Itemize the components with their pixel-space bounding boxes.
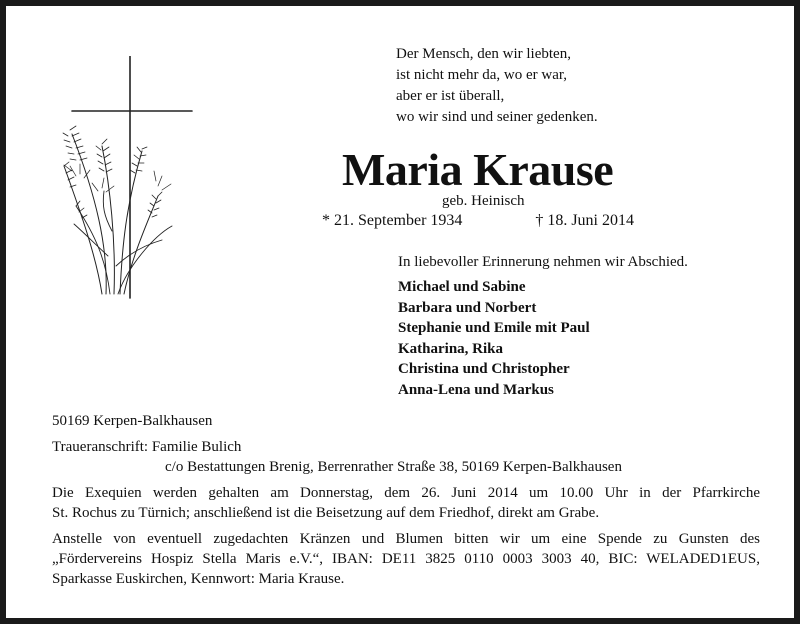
poem-line: Der Mensch, den wir liebten, bbox=[396, 46, 571, 62]
deceased-name: Maria Krause bbox=[342, 144, 614, 195]
funeral-details bbox=[52, 483, 760, 523]
death-date: † 18. Juni 2014 bbox=[535, 212, 634, 229]
funeral-line: Die Exequien werden gehalten am Donnerstag, dem 26. Juni 2014 um 10.00 Uhr in der Pfarrkirche bbox=[52, 485, 760, 501]
family-member: Anna-Lena und Markus bbox=[398, 381, 554, 398]
family-member: Michael und Sabine bbox=[398, 279, 526, 295]
family-member: Christina und Christopher bbox=[398, 361, 570, 377]
life-dates bbox=[322, 211, 634, 231]
donation-line: „Fördervereins Hospiz Stella Maris e.V.“, IBAN: DE11 3825 0110 0003 3003 40, BIC: WELADED1EUS, bbox=[52, 551, 760, 567]
mourning-address-line2: c/o Bestattungen Brenig, Berrenrather Straße 38, 50169 Kerpen-Balkhausen bbox=[165, 459, 622, 475]
farewell-text: In liebevoller Erinnerung nehmen wir Abschied. bbox=[398, 254, 688, 270]
cross-with-wheat-icon bbox=[62, 56, 202, 301]
poem bbox=[396, 44, 598, 128]
family-list bbox=[398, 277, 590, 400]
funeral-line: St. Rochus zu Türnich; anschließend ist die Beisetzung auf dem Friedhof, direkt am Grabe. bbox=[52, 505, 600, 521]
maiden-name: geb. Heinisch bbox=[442, 193, 525, 209]
poem-line: ist nicht mehr da, wo er war, bbox=[396, 67, 568, 83]
family-member: Katharina, Rika bbox=[398, 340, 504, 357]
donation-line: Anstelle von eventuell zugedachten Kränzen und Blumen bitten wir um eine Spende zu Gunsten des bbox=[52, 531, 760, 547]
donation-line: Sparkasse Euskirchen, Kennwort: Maria Krause. bbox=[52, 571, 345, 587]
donation-request bbox=[52, 529, 760, 589]
birth-date: * 21. September 1934 bbox=[322, 212, 463, 229]
family-member: Stephanie und Emile mit Paul bbox=[398, 320, 590, 336]
poem-line: aber er ist überall, bbox=[396, 88, 505, 104]
mourning-address-line1: Traueranschrift: Familie Bulich bbox=[52, 439, 242, 455]
family-member: Barbara und Norbert bbox=[398, 299, 537, 316]
residence: 50169 Kerpen-Balkhausen bbox=[52, 413, 213, 429]
poem-line: wo wir sind und seiner gedenken. bbox=[396, 109, 598, 125]
